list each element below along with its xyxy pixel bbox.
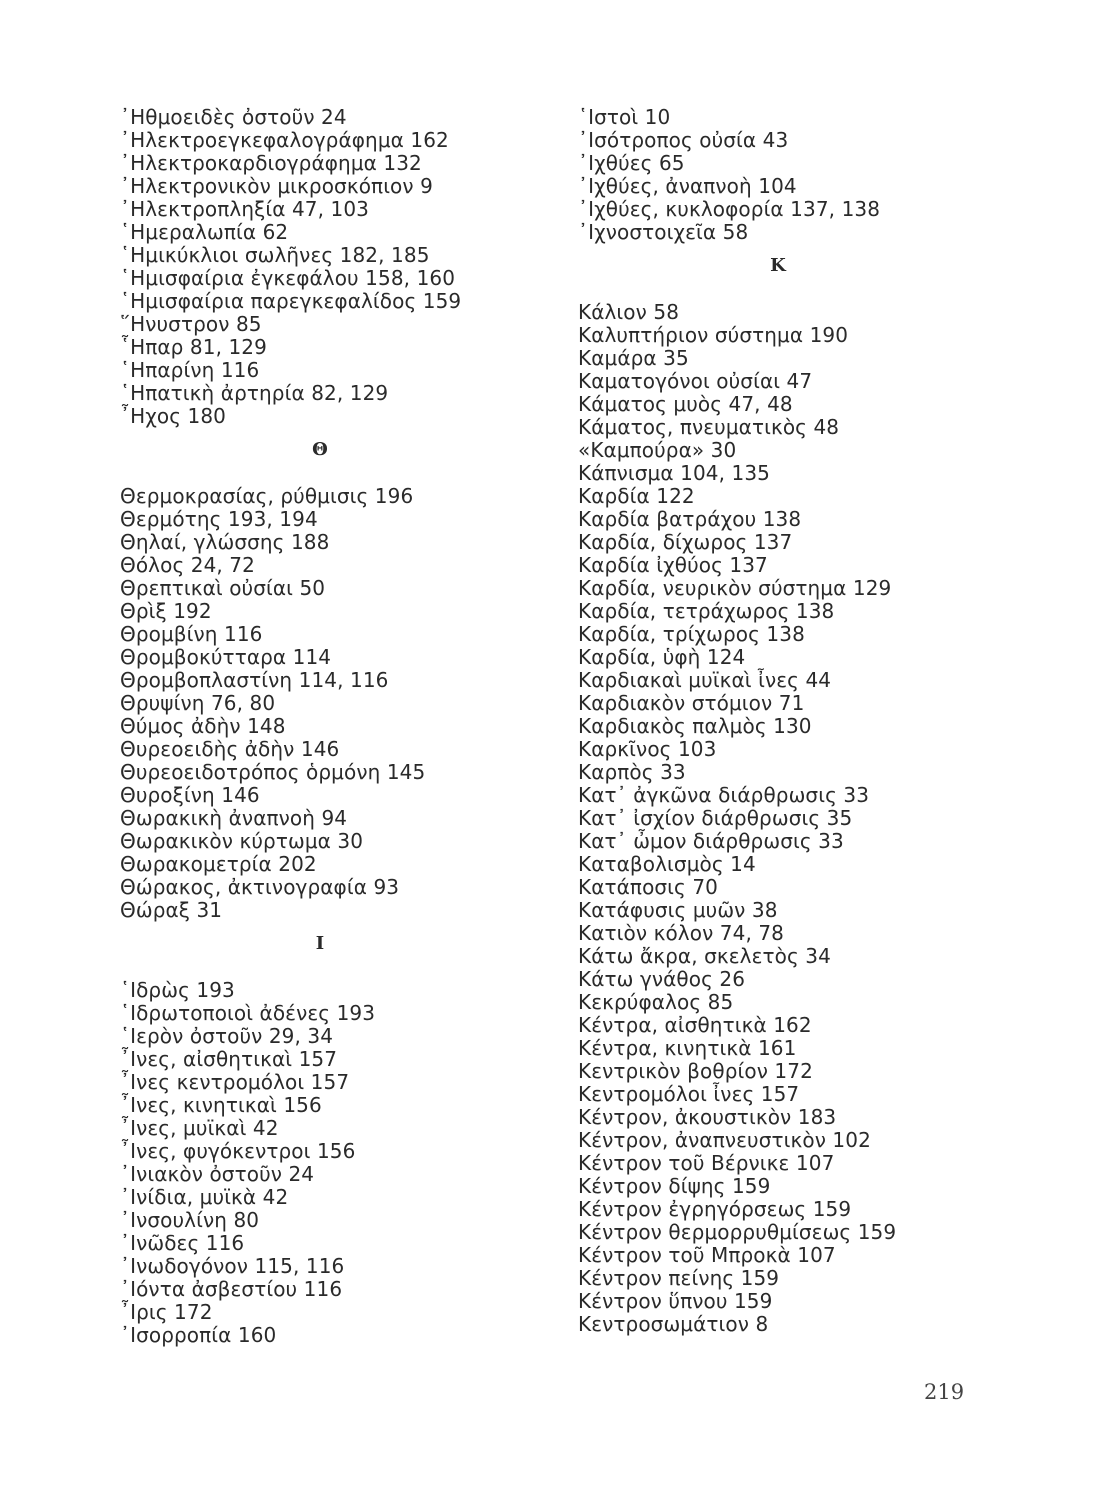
index-entry: Καλυπτήριον σύστημα 190 <box>578 323 849 347</box>
index-group-eta <box>120 106 550 428</box>
index-entry: Κέντρον τοῦ Μπροκὰ 107 <box>578 1243 836 1267</box>
index-entry: ῾Ιδρωτοποιοὶ ἀδένες 193 <box>120 1001 376 1025</box>
index-entry: Κάπνισμα 104, 135 <box>578 461 770 485</box>
index-entry: ῾Ημισφαίρια παρεγκεφαλίδος 159 <box>120 289 462 313</box>
index-entry: Κέντρον δίψης 159 <box>578 1174 771 1198</box>
index-entry: Κέντρον ἐγρηγόρσεως 159 <box>578 1197 852 1221</box>
index-entry: Κάματος, πνευματικὸς 48 <box>578 415 840 439</box>
index-entry: ῏Ιρις 172 <box>120 1300 213 1324</box>
index-entry: Καρκῖνος 103 <box>578 737 717 761</box>
index-group-iota-continued <box>578 106 1028 244</box>
index-entry: ᾽Ιχθύες, ἀναπνοὴ 104 <box>578 174 797 198</box>
section-heading-theta: Θ <box>312 439 328 460</box>
index-entry: Θρομβοπλαστίνη 114, 116 <box>120 668 389 692</box>
index-entry: ᾽Ηλεκτροκαρδιογράφημα 132 <box>120 151 422 175</box>
index-entry: ᾽Ινῶδες 116 <box>120 1231 245 1255</box>
index-group-iota <box>120 979 550 1347</box>
index-entry: Κατάφυσις μυῶν 38 <box>578 898 778 922</box>
index-entry: ῏Ινες, κινητικαὶ 156 <box>120 1093 322 1117</box>
index-entry: Θερμοκρασίας, ρύθμισις 196 <box>120 484 414 508</box>
index-entry: Κατάποσις 70 <box>578 875 718 899</box>
index-entry: Κέντρον θερμορρυθμίσεως 159 <box>578 1220 897 1244</box>
index-entry: Καρδία, τετράχωρος 138 <box>578 599 835 623</box>
index-entry: Κεντροσωμάτιον 8 <box>578 1312 769 1336</box>
index-entry: Θερμότης 193, 194 <box>120 507 318 531</box>
index-entry: ῾Ημεραλωπία 62 <box>120 220 289 244</box>
index-entry: ῾Ιστοὶ 10 <box>578 105 671 129</box>
index-entry: Κάλιον 58 <box>578 300 680 324</box>
index-entry: Καρδία, τρίχωρος 138 <box>578 622 805 646</box>
index-entry: Καμάρα 35 <box>578 346 689 370</box>
index-entry: Θυρεοειδὴς ἀδὴν 146 <box>120 737 340 761</box>
index-entry: ᾽Ισορροπία 160 <box>120 1323 277 1347</box>
index-entry: ᾽Ινιακὸν ὀστοῦν 24 <box>120 1162 315 1186</box>
index-entry: Θωρακικὸν κύρτωμα 30 <box>120 829 364 853</box>
index-entry: ῟Ηπαρ 81, 129 <box>120 335 267 359</box>
index-entry: ᾽Ηθμοειδὲς ὀστοῦν 24 <box>120 105 347 129</box>
index-entry: ᾽Ιχθύες 65 <box>578 151 685 175</box>
index-entry: Κέντρον, ἀναπνευστικὸν 102 <box>578 1128 871 1152</box>
index-entry: Κεντρικὸν βοθρίον 172 <box>578 1059 813 1083</box>
index-entry: Κατιὸν κόλον 74, 78 <box>578 921 785 945</box>
index-entry: Καρδία 122 <box>578 484 695 508</box>
index-entry: Θρεπτικαὶ οὐσίαι 50 <box>120 576 326 600</box>
index-entry: Καρδιακαὶ μυϊκαὶ ἶνες 44 <box>578 668 832 692</box>
index-entry: Κατ᾽ ὦμον διάρθρωσις 33 <box>578 829 844 853</box>
index-entry: Θώρακος, ἀκτινογραφία 93 <box>120 875 400 899</box>
index-entry: ᾽Ηλεκτρονικὸν μικροσκόπιον 9 <box>120 174 433 198</box>
index-entry: ῞Ηνυστρον 85 <box>120 312 262 336</box>
index-entry: Θώραξ 31 <box>120 898 223 922</box>
index-entry: Καρδία ἰχθύος 137 <box>578 553 768 577</box>
index-entry: ῏Ινες, φυγόκεντροι 156 <box>120 1139 356 1163</box>
index-entry: Κάτω γνάθος 26 <box>578 967 746 991</box>
index-entry: Καματογόνοι οὐσίαι 47 <box>578 369 813 393</box>
index-entry: Θωρακομετρία 202 <box>120 852 317 876</box>
index-entry: «Καμπούρα» 30 <box>578 438 737 462</box>
index-entry: Θρὶξ 192 <box>120 599 212 623</box>
index-entry: ῾Ιερὸν ὀστοῦν 29, 34 <box>120 1024 334 1048</box>
index-entry: ᾽Ισότροπος οὐσία 43 <box>578 128 789 152</box>
index-entry: Κέντρα, αἰσθητικὰ 162 <box>578 1013 812 1037</box>
index-entry: ῾Ηπατικὴ ἀρτηρία 82, 129 <box>120 381 389 405</box>
index-entry: ᾽Ινωδογόνον 115, 116 <box>120 1254 345 1278</box>
index-entry: Καρδιακὸν στόμιον 71 <box>578 691 805 715</box>
index-column-right <box>578 106 1028 1336</box>
index-entry: ῏Ηχος 180 <box>120 404 226 428</box>
index-entry: Θρομβοκύτταρα 114 <box>120 645 332 669</box>
index-entry: Θύμος ἀδὴν 148 <box>120 714 286 738</box>
index-entry: ᾽Ηλεκτροεγκεφαλογράφημα 162 <box>120 128 449 152</box>
index-entry: ῏Ινες, αἰσθητικαὶ 157 <box>120 1047 338 1071</box>
index-entry: ᾽Ηλεκτροπληξία 47, 103 <box>120 197 369 221</box>
index-entry: ῾Ημικύκλιοι σωλῆνες 182, 185 <box>120 243 430 267</box>
index-entry: ᾽Ινσουλίνη 80 <box>120 1208 260 1232</box>
index-entry: Κέντρα, κινητικὰ 161 <box>578 1036 797 1060</box>
index-entry: Θωρακικὴ ἀναπνοὴ 94 <box>120 806 348 830</box>
index-entry: Κέντρον, ἀκουστικὸν 183 <box>578 1105 837 1129</box>
index-entry: Κέντρον πείνης 159 <box>578 1266 780 1290</box>
index-entry: Κέντρον ὕπνου 159 <box>578 1289 773 1313</box>
index-entry: Καρδιακὸς παλμὸς 130 <box>578 714 812 738</box>
index-entry: ῾Ηπαρίνη 116 <box>120 358 260 382</box>
index-column-left <box>120 106 550 1347</box>
index-entry: Καρδία, ὑφὴ 124 <box>578 645 746 669</box>
index-entry: Θόλος 24, 72 <box>120 553 255 577</box>
index-group-kappa <box>578 301 1028 1336</box>
index-entry: Κάτω ἄκρα, σκελετὸς 34 <box>578 944 831 968</box>
index-entry: ῾Ημισφαίρια ἐγκεφάλου 158, 160 <box>120 266 456 290</box>
index-entry: Καρδία βατράχου 138 <box>578 507 802 531</box>
index-entry: Θηλαί, γλώσσης 188 <box>120 530 330 554</box>
index-entry: Κατ᾽ ἀγκῶνα διάρθρωσις 33 <box>578 783 870 807</box>
index-entry: Καρδία, δίχωρος 137 <box>578 530 793 554</box>
index-entry: Κάματος μυὸς 47, 48 <box>578 392 793 416</box>
index-entry: ᾽Ιόντα ἀσβεστίου 116 <box>120 1277 343 1301</box>
index-entry: Καρδία, νευρικὸν σύστημα 129 <box>578 576 892 600</box>
index-entry: Θυρεοειδοτρόπος ὁρμόνη 145 <box>120 760 426 784</box>
page-number: 219 <box>924 1380 965 1404</box>
index-entry: Κεκρύφαλος 85 <box>578 990 734 1014</box>
index-entry: Θρομβίνη 116 <box>120 622 263 646</box>
index-entry: Καταβολισμὸς 14 <box>578 852 756 876</box>
index-group-theta <box>120 485 550 922</box>
index-entry: ῏Ινες κεντρομόλοι 157 <box>120 1070 350 1094</box>
index-entry: ῏Ινες, μυϊκαὶ 42 <box>120 1116 279 1140</box>
index-entry: ᾽Ιχθύες, κυκλοφορία 137, 138 <box>578 197 881 221</box>
index-entry: Καρπὸς 33 <box>578 760 686 784</box>
index-entry: ᾽Ιχνοστοιχεῖα 58 <box>578 220 749 244</box>
index-entry: Θυροξίνη 146 <box>120 783 260 807</box>
index-entry: Κατ᾽ ἰσχίον διάρθρωσις 35 <box>578 806 853 830</box>
index-entry: Κέντρον τοῦ Βέρνικε 107 <box>578 1151 835 1175</box>
index-entry: ῾Ιδρὼς 193 <box>120 978 235 1002</box>
section-heading-iota: Ι <box>315 933 325 954</box>
section-heading-kappa: Κ <box>770 255 786 276</box>
index-entry: ᾽Ινίδια, μυϊκὰ 42 <box>120 1185 289 1209</box>
index-entry: Κεντρομόλοι ἶνες 157 <box>578 1082 800 1106</box>
index-entry: Θρυψίνη 76, 80 <box>120 691 276 715</box>
